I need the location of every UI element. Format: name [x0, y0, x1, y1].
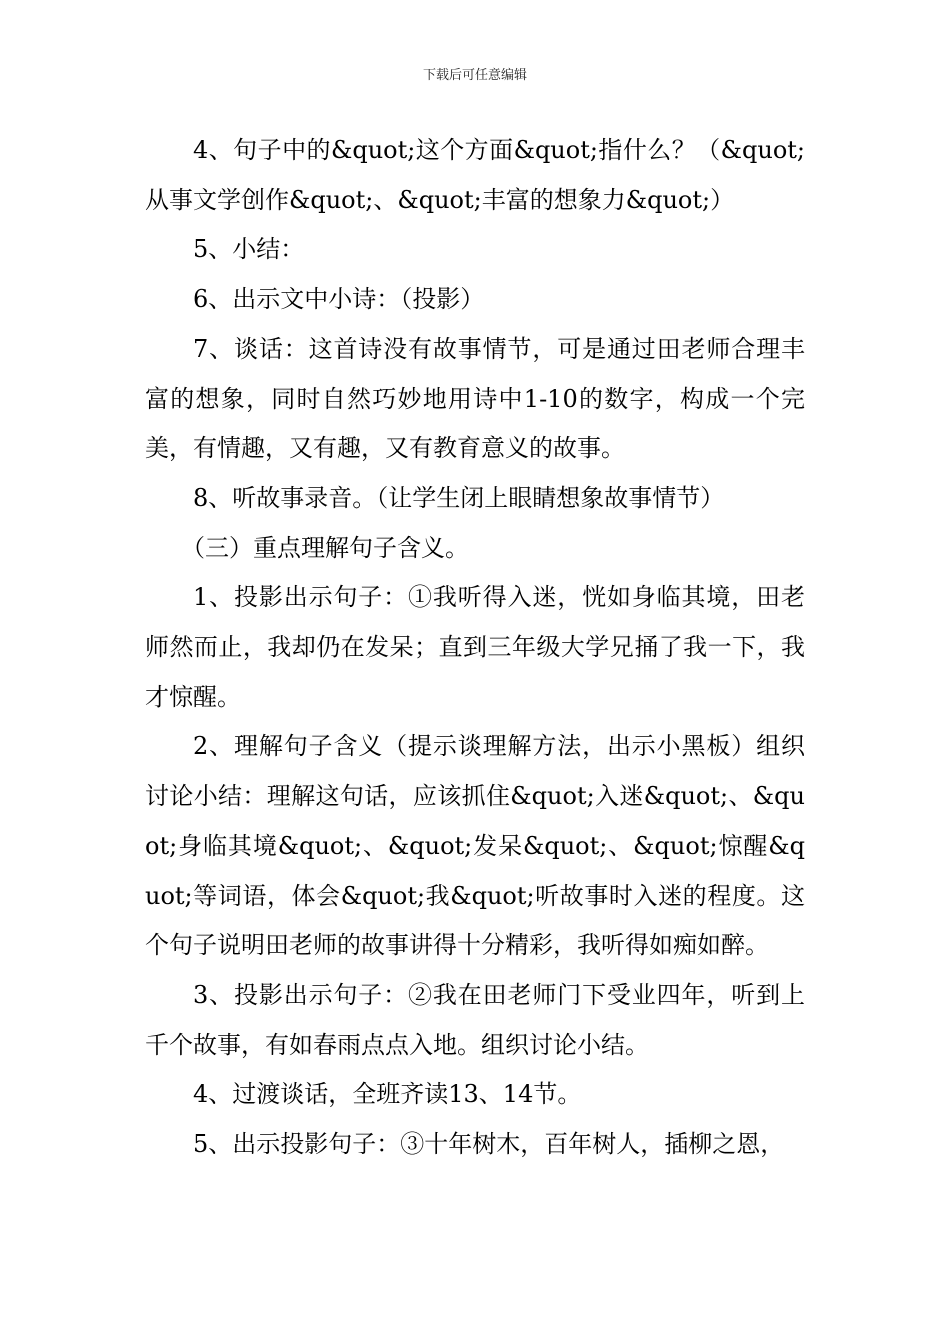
paragraph-sentence-2: 3、投影出示句子：②我在田老师门下受业四年，听到上千个故事，有如春雨点点入地。组织讨论小结。 — [145, 980, 805, 1059]
paragraph-q4: 4、句子中的&quot;这个方面&quot;指什么？（&quot;从事文学创作&quot;、&quot;丰富的想象力&quot;） — [145, 136, 805, 214]
paragraph-audio: 8、听故事录音。（让学生闭上眼睛想象故事情节） — [193, 483, 725, 512]
paragraph-summary: 5、小结： — [193, 235, 305, 264]
paragraph-sentence-3: 5、出示投影句子：③十年树木，百年树人，插柳之恩， — [193, 1130, 785, 1159]
paragraph-transition: 4、过渡谈话，全班齐读13、14节。 — [193, 1080, 582, 1109]
paragraph-talk: 7、谈话：这首诗没有故事情节，可是通过田老师合理丰富的想象，同时自然巧妙地用诗中1-10的数字，构成一个完美，有情趣，又有趣，又有教育意义的故事。 — [145, 334, 805, 463]
section-heading-3: （三）重点理解句子含义。 — [181, 533, 469, 562]
paragraph-meaning: 2、理解句子含义（提示谈理解方法，出示小黑板）组织讨论小结：理解这句话，应该抓住&quot;入迷&quot;、&quot;身临其境&quot;、&quot;发呆&quot;、&quot;惊醒&quot;等词语，体会&quot;我&quot;听故事时入迷的程度。这个句子说明田老师的故事讲得十分精彩，我听得如痴如醉。 — [145, 732, 805, 960]
document-body — [145, 126, 805, 1170]
page-header: 下载后可任意编辑 — [422, 68, 527, 83]
paragraph-sentence-1: 1、投影出示句子：①我听得入迷，恍如身临其境，田老师然而止，我却仍在发呆；直到三年级大学兄捅了我一下，我才惊醒。 — [145, 583, 805, 711]
paragraph-poem: 6、出示文中小诗：（投影） — [193, 285, 485, 314]
